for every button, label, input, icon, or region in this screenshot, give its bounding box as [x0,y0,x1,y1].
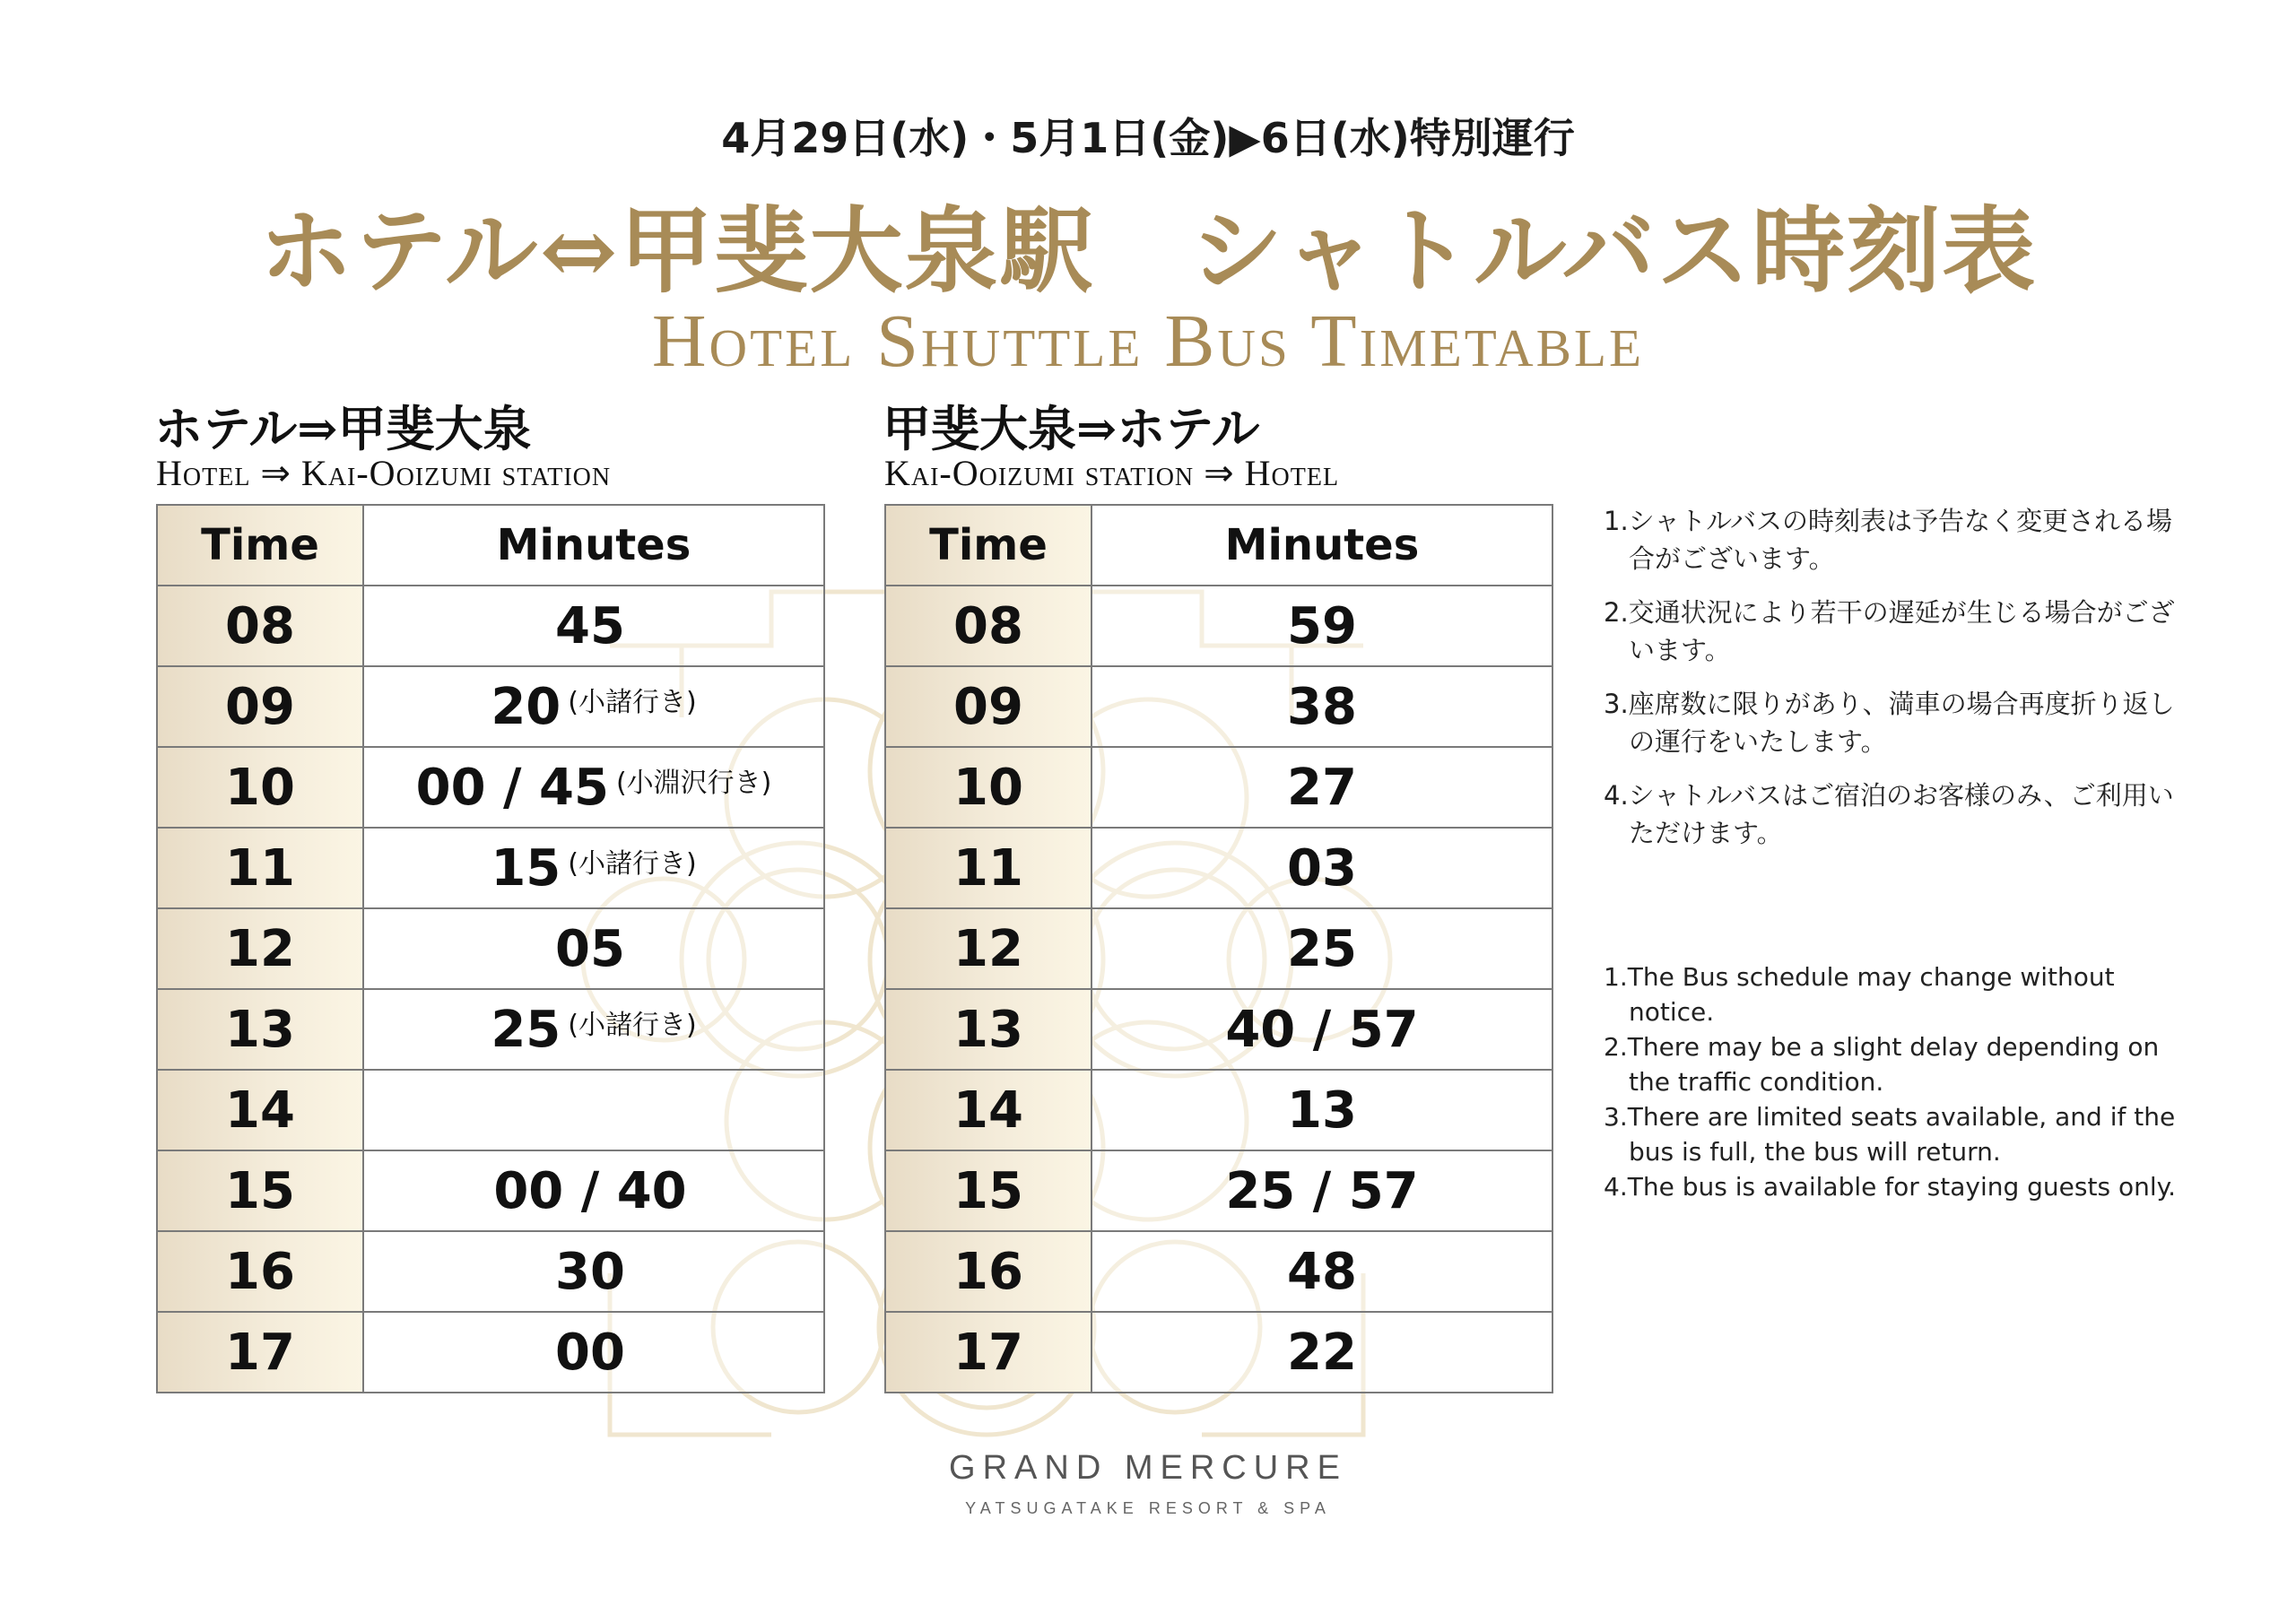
service-period: 4月29日(水)・5月1日(金)▶6日(水)特別運行 [721,114,1575,162]
hour-cell: 09 [157,666,363,747]
minutes-value: 05 [555,919,625,978]
minutes-cell [363,989,824,1070]
minutes-value: 45 [555,596,625,655]
table-row [157,1231,824,1312]
minutes-cell [363,586,824,666]
note-item: 2.There may be a slight delay depending on the traffic condition. [1604,1032,2160,1097]
section-title-hotel-to-station-en: Hotel ⇒ Kai-Ooizumi station [156,453,612,493]
hour-cell: 14 [885,1070,1091,1150]
page-title-en: Hotel Shuttle Bus Timetable [651,299,1645,383]
table-row [885,1070,1552,1150]
notes-japanese [1604,502,2187,868]
minutes-value: 00 [555,1323,625,1382]
hour-cell: 09 [885,666,1091,747]
section-title-hotel-to-station-jp: ホテル⇒甲斐大泉 [154,400,532,457]
hour-cell: 12 [885,908,1091,989]
table-row [157,1150,824,1231]
notes-english [1604,959,2187,1204]
table-row [157,747,824,828]
column-header-minutes: Minutes [363,505,824,586]
minutes-cell: 03 [1091,828,1552,908]
minutes-cell [363,828,824,908]
table-row [885,586,1552,666]
note-item: 3.There are limited seats available, and if the bus is full, the bus will return. [1604,1102,2176,1167]
minutes-value: 00 / 40 [493,1161,687,1220]
timetable-hotel-to-station [156,504,825,1393]
hour-cell: 14 [157,1070,363,1150]
brand-logo-name: GRAND MERCURE [949,1449,1347,1487]
minutes-value: 20 [491,677,561,736]
column-header-minutes: Minutes [1091,505,1552,586]
note-item: 1.The Bus schedule may change without notice. [1604,962,2115,1027]
minutes-cell: 22 [1091,1312,1552,1393]
minutes-cell [363,908,824,989]
table-row [157,666,824,747]
destination-note: (小淵沢行き) [615,767,772,799]
table-row [157,989,824,1070]
column-header-time: Time [157,505,363,586]
table-row [885,1231,1552,1312]
note-item: 2.交通状況により若干の遅延が生じる場合がございます。 [1604,597,2175,665]
hour-cell: 10 [157,747,363,828]
minutes-cell [363,1312,824,1393]
minutes-cell: 59 [1091,586,1552,666]
page-title-jp: ホテル⇔甲斐大泉駅 シャトルバス時刻表 [258,195,2038,306]
hour-cell: 08 [885,586,1091,666]
hour-cell: 17 [157,1312,363,1393]
minutes-cell: 13 [1091,1070,1552,1150]
note-item: 4.The bus is available for staying guests only. [1604,1172,2177,1202]
minutes-cell [363,666,824,747]
section-title-station-to-hotel-en: Kai-Ooizumi station ⇒ Hotel [884,453,1340,493]
minutes-cell: 25 [1091,908,1552,989]
hour-cell: 17 [885,1312,1091,1393]
brand-logo-subtitle: YATSUGATAKE RESORT & SPA [965,1499,1331,1517]
hour-cell: 13 [157,989,363,1070]
column-header-time: Time [885,505,1091,586]
hour-cell: 10 [885,747,1091,828]
table-row [157,908,824,989]
note-item: 4.シャトルバスはご宿泊のお客様のみ、ご利用いただけます。 [1604,780,2174,848]
hour-cell: 16 [885,1231,1091,1312]
table-row [885,989,1552,1070]
table-row [157,1070,824,1150]
minutes-cell [363,1231,824,1312]
minutes-value: 15 [491,838,561,898]
destination-note: (小諸行き) [568,1009,697,1041]
timetable-station-to-hotel [884,504,1553,1393]
table-row [885,1150,1552,1231]
minutes-cell [363,747,824,828]
minutes-cell [363,1150,824,1231]
table-row [885,1312,1552,1393]
destination-note: (小諸行き) [568,686,697,718]
hour-cell: 11 [885,828,1091,908]
table-row [157,1312,824,1393]
minutes-cell: 25 / 57 [1091,1150,1552,1231]
table-row [157,828,824,908]
table-row [885,828,1552,908]
minutes-value: 30 [555,1242,625,1301]
table-row [157,586,824,666]
minutes-value: 00 / 45 [415,758,609,817]
note-item: 3.座席数に限りがあり、満車の場合再度折り返しの運行をいたします。 [1604,689,2175,757]
minutes-cell [363,1070,824,1150]
hour-cell: 12 [157,908,363,989]
note-item: 1.シャトルバスの時刻表は予告なく変更される場合がございます。 [1604,506,2173,574]
minutes-cell: 48 [1091,1231,1552,1312]
hour-cell: 08 [157,586,363,666]
hour-cell: 13 [885,989,1091,1070]
hour-cell: 15 [885,1150,1091,1231]
table-row [885,666,1552,747]
destination-note: (小諸行き) [568,847,697,880]
hour-cell: 15 [157,1150,363,1231]
table-row [885,747,1552,828]
table-row [885,908,1552,989]
minutes-value: 25 [491,1000,561,1059]
minutes-cell: 40 / 57 [1091,989,1552,1070]
section-title-station-to-hotel-jp: 甲斐大泉⇒ホテル [883,400,1260,457]
minutes-cell: 27 [1091,747,1552,828]
table-header-row [885,505,1552,586]
hour-cell: 11 [157,828,363,908]
table-header-row [157,505,824,586]
hour-cell: 16 [157,1231,363,1312]
minutes-cell: 38 [1091,666,1552,747]
